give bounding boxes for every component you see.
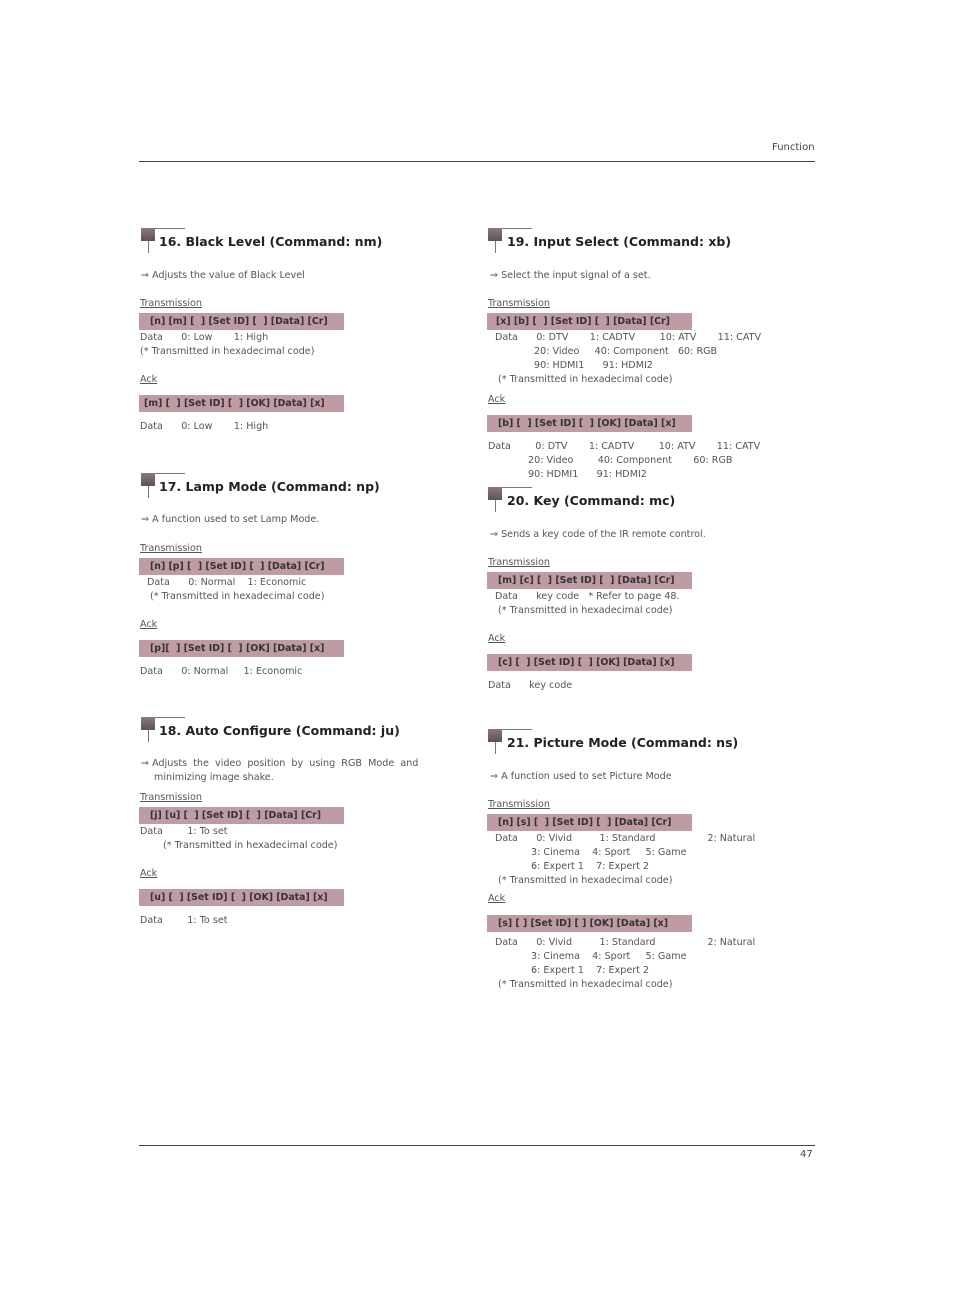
section-18-transmission-data: Data 1: To set [140, 826, 228, 837]
section-16-ack-label: Ack [140, 374, 158, 385]
header-section-label: Function [772, 142, 815, 153]
section-19-ack-command: [b] [ ] [Set ID] [ ] [OK] [Data] [x] [487, 415, 692, 432]
section-17-transmission-label: Transmission [140, 543, 202, 554]
section-20-ack-command: [c] [ ] [Set ID] [ ] [OK] [Data] [x] [487, 654, 692, 671]
section-16-ack-command: [m] [ ] [Set ID] [ ] [OK] [Data] [x] [139, 395, 344, 412]
section-17-ack-command: [p][ ] [Set ID] [ ] [OK] [Data] [x] [139, 640, 344, 657]
section-16-transmission-label: Transmission [140, 298, 202, 309]
section-20-title: 20. Key (Command: mc) [507, 493, 676, 508]
section-19-title: 19. Input Select (Command: xb) [507, 234, 732, 249]
section-18-title: 18. Auto Configure (Command: ju) [159, 723, 400, 738]
section-16-ack-data: Data 0: Low 1: High [140, 421, 269, 432]
section-19-ack-row1: Data 0: DTV 1: CADTV 10: ATV 11: CATV [488, 441, 761, 452]
section-18-transmission-note: (* Transmitted in hexadecimal code) [163, 840, 338, 851]
section-17-ack-label: Ack [140, 619, 158, 630]
section-21-description: ⇒ A function used to set Picture Mode [490, 771, 672, 782]
section-16-transmission-data: Data 0: Low 1: High [140, 332, 269, 343]
section-20-transmission-note: (* Transmitted in hexadecimal code) [498, 605, 673, 616]
section-20-ack-data: Data key code [488, 680, 573, 691]
section-19-transmission-row3: 90: HDMI1 91: HDMI2 [534, 360, 653, 371]
section-17-transmission-data: Data 0: Normal 1: Economic [147, 577, 307, 588]
section-21-transmission-row2: 3: Cinema 4: Sport 5: Game [531, 847, 687, 858]
section-16-transmission-command: [n] [m] [ ] [Set ID] [ ] [Data] [Cr] [139, 313, 344, 330]
section-18-ack-command: [u] [ ] [Set ID] [ ] [OK] [Data] [x] [139, 889, 344, 906]
section-18-description-line1: ⇒ Adjusts the video position by using RGB Mode and [141, 758, 419, 769]
section-19-transmission-note: (* Transmitted in hexadecimal code) [498, 374, 673, 385]
section-20-transmission-command: [m] [c] [ ] [Set ID] [ ] [Data] [Cr] [487, 572, 692, 589]
section-21-ack-row1: Data 0: Vivid 1: Standard 2: Natural [495, 937, 756, 948]
section-21-transmission-row1: Data 0: Vivid 1: Standard 2: Natural [495, 833, 756, 844]
section-16-title: 16. Black Level (Command: nm) [159, 234, 383, 249]
section-18-ack-data: Data 1: To set [140, 915, 228, 926]
section-17-transmission-command: [n] [p] [ ] [Set ID] [ ] [Data] [Cr] [139, 558, 344, 575]
section-21-title: 21. Picture Mode (Command: ns) [507, 735, 739, 750]
section-19-description: ⇒ Select the input signal of a set. [490, 270, 651, 281]
footer-rule [139, 1145, 815, 1146]
section-20-transmission-label: Transmission [488, 557, 550, 568]
section-20-ack-label: Ack [488, 633, 506, 644]
section-19-transmission-row1: Data 0: DTV 1: CADTV 10: ATV 11: CATV [495, 332, 762, 343]
section-16-transmission-note: (* Transmitted in hexadecimal code) [140, 346, 315, 357]
section-18-transmission-command: [j] [u] [ ] [Set ID] [ ] [Data] [Cr] [139, 807, 344, 824]
section-21-transmission-row3: 6: Expert 1 7: Expert 2 [531, 861, 650, 872]
section-18-transmission-label: Transmission [140, 792, 202, 803]
section-21-ack-command: [s] [ ] [Set ID] [ ] [OK] [Data] [x] [487, 915, 692, 932]
section-21-ack-row3: 6: Expert 1 7: Expert 2 [531, 965, 650, 976]
section-21-ack-label: Ack [488, 893, 506, 904]
section-17-title: 17. Lamp Mode (Command: np) [159, 479, 380, 494]
section-17-ack-data: Data 0: Normal 1: Economic [140, 666, 303, 677]
section-17-description: ⇒ A function used to set Lamp Mode. [141, 514, 320, 525]
section-20-transmission-data: Data key code * Refer to page 48. [495, 591, 680, 602]
section-21-transmission-label: Transmission [488, 799, 550, 810]
section-18-ack-label: Ack [140, 868, 158, 879]
section-17-transmission-note: (* Transmitted in hexadecimal code) [150, 591, 325, 602]
section-21-ack-note: (* Transmitted in hexadecimal code) [498, 979, 673, 990]
section-19-transmission-command: [x] [b] [ ] [Set ID] [ ] [Data] [Cr] [487, 313, 692, 330]
section-19-ack-row3: 90: HDMI1 91: HDMI2 [528, 469, 647, 480]
section-21-transmission-command: [n] [s] [ ] [Set ID] [ ] [Data] [Cr] [487, 814, 692, 831]
section-18-description-line2: minimizing image shake. [154, 772, 274, 783]
section-19-ack-row2: 20: Video 40: Component 60: RGB [528, 455, 733, 466]
header-rule [139, 161, 815, 162]
section-21-ack-row2: 3: Cinema 4: Sport 5: Game [531, 951, 687, 962]
section-19-transmission-label: Transmission [488, 298, 550, 309]
section-19-transmission-row2: 20: Video 40: Component 60: RGB [534, 346, 718, 357]
section-16-description: ⇒ Adjusts the value of Black Level [141, 270, 305, 281]
section-21-transmission-note: (* Transmitted in hexadecimal code) [498, 875, 673, 886]
section-20-description: ⇒ Sends a key code of the IR remote control. [490, 529, 706, 540]
section-19-ack-label: Ack [488, 394, 506, 405]
page-number: 47 [800, 1149, 813, 1160]
